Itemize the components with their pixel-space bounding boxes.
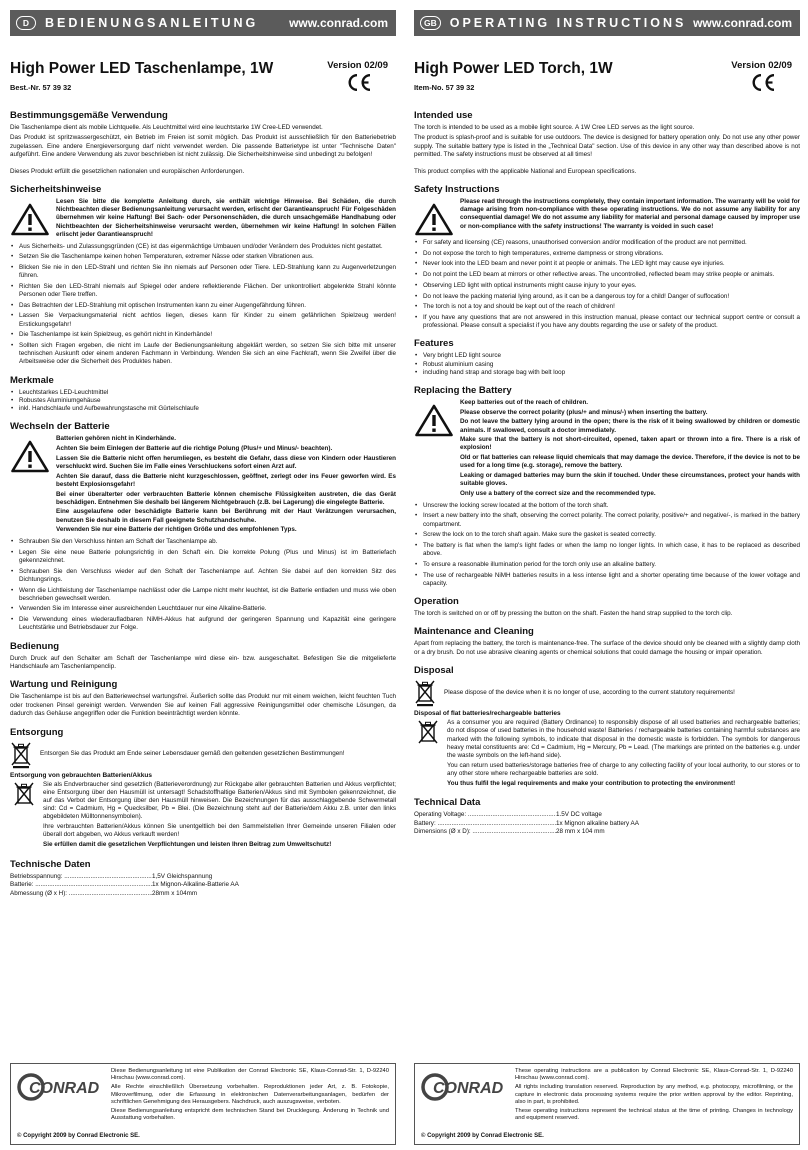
crossed-bin-icon <box>13 781 35 809</box>
battery-steps <box>10 538 396 633</box>
battery-disposal-title: Disposal of flat batteries/rechargeable batteries <box>414 710 561 718</box>
list-item: • Verwenden Sie im Interesse einer ausreichenden Leuchtdauer nur eine Alkaline-Batterie. <box>10 605 396 613</box>
safety-list <box>414 239 800 330</box>
list-item: • Setzen Sie die Taschenlampe keinen hohen Temperaturen, extremer Nässe oder starken Vibrationen aus. <box>10 253 396 261</box>
list-item: • Wenn die Lichtleistung der Taschenlampe nachlässt oder die Lampe nicht mehr leuchtet, ist die Batterie entladen und muss wie oben beschrieben gewechselt werden. <box>10 587 396 603</box>
disposal-title: Entsorgung <box>10 726 64 738</box>
list-item: • including hand strap and storage bag with belt loop <box>414 369 800 377</box>
battery-disposal <box>10 781 396 851</box>
tech-data-title: Technical Data <box>414 797 481 809</box>
battery-warning-text: Do not leave the battery lying around in the open; there is the risk of it being swallowed by children or domestic animals. If swallowed, consult a doctor immediately. <box>460 418 800 434</box>
battery-warning-text: Leaking or damaged batteries may burn the skin if touched. Under these circumstances, protect your hands with suitable gloves. <box>460 472 800 488</box>
spec-row <box>414 828 800 836</box>
list-item: • Lassen Sie Verpackungsmaterial nicht achtlos liegen, dieses kann für Kinder zu einem gefährlichen Spielzeug werden! Erstickungsgefahr! <box>10 312 396 328</box>
list-item: • Leuchtstarkes LED-Leuchtmittel <box>10 389 396 397</box>
spec-row <box>414 811 800 819</box>
spec-value: 28 mm x 104 mm <box>556 828 605 836</box>
battery-disposal-text: You thus fulfil the legal requirements and make your contribution to protecting the environment! <box>447 779 736 787</box>
compliance-text: This product complies with the applicable National and European specifications. <box>414 167 637 175</box>
list-item: • Observing LED light with optical instruments might cause injury to your eyes. <box>414 282 800 290</box>
operation-text: The torch is switched on or off by pressing the button on the shaft. Fasten the hand strap supplied to the torch clip. <box>414 610 733 618</box>
website-link[interactable]: www.conrad.com <box>693 16 792 30</box>
battery-warning-text: Old or flat batteries can release liquid chemicals that may damage the device. Therefore, if the device is not to be used for a long time (e.g. storage), remove the battery. <box>460 454 800 470</box>
battery-warning-text: Make sure that the battery is not short-circuited, opened, taken apart or thrown into a fire. There is a risk of explosion! <box>460 436 800 452</box>
safety-title: Safety Instructions <box>414 184 500 196</box>
list-item: • To ensure a reasonable illumination period for the torch only use an alkaline battery. <box>414 561 800 569</box>
list-item: • Sollten sich Fragen ergeben, die nicht im Laufe der Bedienungsanleitung abgeklärt werden, so setzen Sie sich bitte mit unserer technischen Auskunft oder einem anderen Fachmann in Verbindung. Wenden Sie sich an eine Fachkraft, wenn Sie Zweifel über die Arbeitsweise oder die Sicherheit des Produktes haben. <box>10 342 396 367</box>
product-title: High Power LED Taschenlampe, 1W <box>10 60 274 77</box>
battery-warning-text: Bei einer überalterter oder verbrauchten Batterie können chemische Flüssigkeiten austreten, die das Gerät beschädigen. Entnehmen Sie deshalb bei längerem Nichtgebrauch (z.B. bei Lagerung) die eingelegte Batterie. <box>56 490 396 506</box>
banner-title: BEDIENUNGSANLEITUNG <box>45 16 259 30</box>
list-item: • Die Taschenlampe ist kein Spielzeug, es gehört nicht in Kinderhände! <box>10 331 396 339</box>
maintenance-text: Apart from replacing the battery, the torch is maintenance-free. The surface of the device should only be cleaned with a slightly damp cloth or a dry brush. Do not use abrasive cleaning agents or chemical solutions that could damage the housing or impair operation. <box>414 640 800 656</box>
list-item: • Never look into the LED beam and never point it at people or animals. The LED light may cause eye injuries. <box>414 260 800 268</box>
list-item: • inkl. Handschlaufe und Aufbewahrungstasche mit Gürtelschlaufe <box>10 405 396 413</box>
list-item: • Legen Sie eine neue Batterie polungsrichtig in den Schaft ein. Die korrekte Polung (Plus und Minus) ist im Batteriefach gekennzeichnet. <box>10 549 396 565</box>
battery-disposal-text: Sie erfüllen damit die gesetzlichen Verpflichtungen und leisten Ihren Beitrag zum Umweltschutz! <box>43 841 332 849</box>
list-item: • Richten Sie den LED-Strahl niemals auf Spiegel oder andere reflektierende Flächen. Der unkontrolliert abgelenkte Strahl könnte Personen oder Tiere treffen. <box>10 283 396 299</box>
battery-steps <box>414 502 800 588</box>
list-item: • Robust aluminium casing <box>414 361 800 369</box>
battery-warning-text: Verwenden Sie nur eine Batterie der richtigen Größe und des empfohlenen Typs. <box>56 526 297 534</box>
operation-title: Operation <box>414 596 459 608</box>
language-badge: D <box>16 16 36 30</box>
imprint-text: These operating instructions represent the technical status at the time of printing. Changes in technology and equipment reserved. <box>515 1108 793 1122</box>
battery-title: Wechseln der Batterie <box>10 421 110 433</box>
product-title: High Power LED Torch, 1W <box>414 60 613 77</box>
intended-use-text: The torch is intended to be used as a mobile light source. A 1W Cree LED serves as the light source. <box>414 124 695 131</box>
battery-warning-text: Keep batteries out of the reach of children. <box>460 398 589 406</box>
order-number: Best.-Nr. 57 39 32 <box>10 83 72 92</box>
features-list <box>414 352 800 377</box>
list-item: • The use of rechargeable NiMH batteries results in a less intense light and a shorter operating time because of the lower voltage and capacity. <box>414 572 800 588</box>
disposal-row <box>414 679 800 707</box>
crossed-bin-icon <box>414 679 436 707</box>
list-item: • Blicken Sie nie in den LED-Strahl und richten Sie ihn niemals auf Personen oder Tiere. LED-Strahlung kann zu Augenverletzungen führen. <box>10 264 396 280</box>
list-item: • Screw the lock on to the torch shaft again. Make sure the gasket is seated correctly. <box>414 531 800 539</box>
warning-triangle-icon <box>414 202 454 237</box>
imprint-text: All rights including translation reserved. Reproduction by any method, e.g. photocopy, microfilming, or the capture in electronic data processing systems require the prior written approval by the editor. Reprinting, also in part, is prohibited. <box>515 1084 793 1106</box>
title-row <box>10 60 396 110</box>
item-number: Item-No. 57 39 32 <box>414 83 475 92</box>
operation-text: Durch Druck auf den Schalter am Schaft der Taschenlampe wird diese ein- bzw. ausgeschaltet. Befestigen Sie die mitgelieferte Handschlaufe am Taschenlampenclip. <box>10 654 396 670</box>
safety-warning <box>10 198 396 241</box>
crossed-bin-icon <box>417 719 439 747</box>
imprint-footer <box>414 1063 800 1145</box>
spec-value: 1x Mignon alkaline battery AA <box>556 819 639 827</box>
disposal-title: Disposal <box>414 665 454 677</box>
warning-triangle-icon <box>10 202 50 237</box>
battery-warning-text: Lassen Sie die Batterie nicht offen herumliegen, es besteht die Gefahr, dass diese von Kindern oder Haustieren verschluckt wird. Suchen Sie im Falle eines Verschluckens sofort einen Arzt auf. <box>56 454 396 470</box>
imprint-text: Diese Bedienungsanleitung ist eine Publikation der Conrad Electronic SE, Klaus-Conrad-Str. 1, D-92240 Hirschau (www.conrad.com). <box>111 1068 389 1082</box>
battery-disposal-text: Sie als Endverbraucher sind gesetzlich (Batterieverordnung) zur Rückgabe aller gebrauchten Batterien und Akkus verpflichtet; eine Entsorgung über den Hausmüll ist untersagt! Schadstoffhaltige Batterien/Akkus sind mit Symbolen gekennzeichnet, die auf das Verbot der Entsorgung über den Hausmüll hinweisen. Die Bezeichnungen für das ausschlaggebende Schwermetall sind: Cd = Cadmium, Hg = Quecksilber, Pb = Blei. (Die Bezeichnung steht auf der Batterie/dem Akku z.B. unter den links abgebildeten Mülltonnensymbolen). <box>43 780 396 821</box>
list-item: • Schrauben Sie den Verschluss wieder auf den Schaft der Taschenlampe auf. Achten Sie dabei auf den korrekten Sitz des Dichtungsrings. <box>10 568 396 584</box>
intended-use-text: Die Taschenlampe dient als mobile Lichtquelle. Als Leuchtmittel wird eine leuchtstarke 1W Cree-LED verwendet. <box>10 124 323 131</box>
disposal-text: Please dispose of the device when it is no longer of use, according to the current statutory requirements! <box>444 689 735 697</box>
spec-value: 1,5V Gleichspannung <box>152 872 213 880</box>
copyright: © Copyright 2009 by Conrad Electronic SE. <box>421 1133 544 1139</box>
battery-warning-text: Only use a battery of the correct size and the recommended type. <box>460 490 656 497</box>
spec-row <box>10 890 396 898</box>
version-label: Version 02/09 <box>327 60 388 71</box>
battery-warning-text: Achten Sie beim Einlegen der Batterie auf die richtige Polung (Plus/+ und Minus/- beachten). <box>56 445 333 452</box>
ce-mark-icon <box>750 73 776 92</box>
spec-row <box>10 873 396 881</box>
imprint-text: These operating instructions are a publication by Conrad Electronic SE, Klaus-Conrad-Str. 1, D-92240 Hirschau (www.conrad.com). <box>515 1068 793 1082</box>
header-banner <box>414 10 800 36</box>
spec-row <box>10 881 396 889</box>
battery-disposal <box>414 719 800 789</box>
intended-use-title: Bestimmungsgemäße Verwendung <box>10 110 168 121</box>
features-title: Merkmale <box>10 374 54 386</box>
banner-title: OPERATING INSTRUCTIONS <box>449 16 687 30</box>
battery-warning <box>10 435 396 536</box>
spec-value: 1.5V DC voltage <box>556 811 602 819</box>
copyright: © Copyright 2009 by Conrad Electronic SE. <box>17 1133 140 1139</box>
battery-disposal-text: As a consumer you are required (Battery Ordinance) to responsibly dispose of all used batteries and rechargeable batteries; do not dispose of used batteries in the household waste! Batteries / rechargeable batteries containing harmful substances are marked with the following symbols, to indicate that disposal in the domestic waste is forbidden. The symbols for dangerous heavy metal constituents are: Cd = Cadmium, Hg = Mercury, Pb = Lead. (The markings are printed on the batteries e.g. under the waste symbols on the left-hand side). <box>447 719 800 760</box>
crossed-bin-icon <box>10 741 32 769</box>
list-item: • Very bright LED light source <box>414 352 800 360</box>
version-label: Version 02/09 <box>731 60 792 71</box>
battery-warning-text: Batterien gehören nicht in Kinderhände. <box>56 435 177 443</box>
list-item: • If you have any questions that are not answered in this instruction manual, please contact our technical support centre or consult a professional. Please consult a specialist if you have any doubts regarding the use or safety of the product. <box>414 314 800 330</box>
conrad-logo <box>17 1072 103 1102</box>
safety-list <box>10 243 396 367</box>
german-column <box>10 10 396 1145</box>
safety-title: Sicherheitshinweise <box>10 184 102 196</box>
list-item: • For safety and licensing (CE) reasons, unauthorised conversion and/or modification of the product are not permitted. <box>414 239 800 247</box>
spec-key: Dimensions (Ø x D): ..... <box>414 828 556 836</box>
spec-key: Battery: ..... <box>414 820 556 828</box>
intended-use-title: Intended use <box>414 110 473 121</box>
list-item: • The battery is flat when the lamp's light fades or when the lamp no longer lights. In which case, it has to be replaced as described above. <box>414 542 800 558</box>
conrad-logo <box>421 1072 507 1102</box>
compliance-text: Dieses Produkt erfüllt die gesetzlichen nationalen und europäischen Anforderungen. <box>10 167 245 175</box>
spec-key: Abmessung (Ø x H): ..... <box>10 890 152 898</box>
website-link[interactable]: www.conrad.com <box>289 16 388 30</box>
warning-triangle-icon <box>10 439 50 474</box>
safety-warning-text: Please read through the instructions completely, they contain important information. The warranty will be void for damage arising from non-compliance with these operating instructions. We do not assume any liability for any consequential damage! We do not assume any liability for material and personal damage caused by improper use or non-compliance with the safety instructions! The warranty is voided in such case! <box>460 198 800 230</box>
features-title: Features <box>414 338 454 350</box>
maintenance-text: Die Taschenlampe ist bis auf den Batteriewechsel wartungsfrei. Äußerlich sollte das Produkt nur mit einem weichen, leicht feuchten Tuch oder trockenen Pinsel gereinigt werden. Verwenden Sie auf keinen Fall aggressive Reinigungsmittel oder chemische Lösungen, da dadurch das Gehäuse angegriffen oder die Funktion beeinträchtigt werden könnte. <box>10 693 396 718</box>
list-item: • Unscrew the locking screw located at the bottom of the torch shaft. <box>414 502 800 510</box>
list-item: • Das Betrachten der LED-Strahlung mit optischen Instrumenten kann zu einer Augengefährdung führen. <box>10 302 396 310</box>
list-item: • Insert a new battery into the shaft, observing the correct polarity. The correct polarity, positive/+ and negative/-, is marked in the battery compartment. <box>414 512 800 528</box>
battery-title: Replacing the Battery <box>414 384 512 396</box>
list-item: • Do not leave the packing material lying around, as it can be a dangerous toy for a child! Danger of suffocation! <box>414 293 800 301</box>
language-badge: GB <box>420 16 441 30</box>
safety-warning <box>414 198 800 237</box>
header-banner <box>10 10 396 36</box>
disposal-row <box>10 741 396 769</box>
list-item: • Do not point the LED beam at mirrors or other reflective areas. The uncontrolled, reflected beam may strike people or animals. <box>414 271 800 279</box>
safety-warning-text: Lesen Sie bitte die komplette Anleitung durch, sie enthält wichtige Hinweise. Bei Schäden, die durch Nichtbeachten dieser Bedienungsanleitung verursacht werden, erlischt der Garantieanspruch! Für Folgeschäden übernehmen wir keine Haftung! Bei Sach- oder Personenschäden, die durch unsachgemäße Handhabung oder Nichtbeachten der Sicherheitshinweise verursacht werden, übernehmen wir keine Haftung! In solchen Fällen erlischt jeder Garantieanspruch! <box>56 198 396 238</box>
list-item: • The torch is not a toy and should be kept out of the reach of children! <box>414 303 800 311</box>
disposal-text: Entsorgen Sie das Produkt am Ende seiner Lebensdauer gemäß den geltenden gesetzlichen Bestimmungen! <box>40 750 345 758</box>
imprint-text: Alle Rechte einschließlich Übersetzung vorbehalten. Reproduktionen jeder Art, z. B. Fotokopie, Mikroverfilmung, oder die Erfassung in elektronischen Datenverarbeitungsanlagen, bedürfen der schriftlichen Genehmigung des Herausgebers. Nachdruck, auch auszugsweise, verboten. <box>111 1084 389 1106</box>
list-item: • Schrauben Sie den Verschluss hinten am Schaft der Taschenlampe ab. <box>10 538 396 546</box>
list-item: • Aus Sicherheits- und Zulassungsgründen (CE) ist das eigenmächtige Umbauen und/oder Verändern des Produktes nicht gestattet. <box>10 243 396 251</box>
ce-mark-icon <box>346 73 372 92</box>
spec-key: Batterie: ..... <box>10 881 152 889</box>
operation-title: Bedienung <box>10 640 60 652</box>
spec-key: Operating Voltage: ..... <box>414 811 556 819</box>
spec-key: Betriebsspannung: ..... <box>10 873 152 881</box>
maintenance-title: Wartung und Reinigung <box>10 679 118 691</box>
list-item: • Do not expose the torch to high temperatures, extreme dampness or strong vibrations. <box>414 250 800 258</box>
intended-use-text: The product is splash-proof and is suitable for use outdoors. The device is designed for battery operation only. Do not use any other power supply. The suitable battery type is listed in the „Technical Data" section. Use of this device in any other way than described above is not permitted. The safety instructions must be observed at all times! <box>414 134 800 159</box>
battery-disposal-title: Entsorgung von gebrauchten Batterien/Akkus <box>10 771 152 779</box>
imprint-footer <box>10 1063 396 1145</box>
battery-warning-text: Please observe the correct polarity (plus/+ and minus/-) when inserting the battery. <box>460 408 708 416</box>
spec-value: 28mm x 104mm <box>152 889 198 897</box>
logo-text: CONRAD <box>433 1080 504 1097</box>
imprint-text: Diese Bedienungsanleitung entspricht dem technischen Stand bei Drucklegung. Änderung in Technik und Ausstattung vorbehalten. <box>111 1108 389 1122</box>
features-list <box>10 389 396 414</box>
list-item: • Robustes Aluminiumgehäuse <box>10 397 396 405</box>
logo-text: CONRAD <box>29 1080 100 1097</box>
battery-disposal-text: You can return used batteries/storage batteries free of charge to any collecting facility of your local authority, to our stores or to any other store where rechargeable batteries are sold. <box>447 761 800 777</box>
spec-value: 1x Mignon-Alkaline-Batterie AA <box>152 881 239 889</box>
battery-disposal-text: Ihre verbrauchten Batterien/Akkus können Sie unentgeltlich bei den Sammelstellen Ihrer Gemeinde unseren Filialen oder überall dort abgeben, wo Akkus verkauft werden! <box>43 823 396 839</box>
intended-use-text: Das Produkt ist spritzwassergeschützt, ein Betrieb im Freien ist somit möglich. Das Produkt ist ausschließlich für den Batteriebetrieb zugelassen. Eine andere Energieversorgung darf nicht verwendet werden. Die passende Batterietype ist unter "Technische Daten" aufgeführt. Eine andere Verwendung als zuvor beschrieben ist nicht zulässig. Die Sicherheitshinweise sind unbedingt zu befolgen! <box>10 134 396 159</box>
maintenance-title: Maintenance and Cleaning <box>414 626 534 638</box>
spec-row <box>414 820 800 828</box>
list-item: • Die Verwendung eines wiederaufladbaren NiMH-Akkus hat aufgrund der geringeren Spannung und Kapazität eine geringere Leuchtstärke und Betriebsdauer zur Folge. <box>10 616 396 632</box>
tech-data-title: Technische Daten <box>10 858 91 870</box>
battery-warning-text: Achten Sie darauf, dass die Batterie nicht kurzgeschlossen, geöffnet, zerlegt oder ins Feuer geworfen wird. Es besteht Explosionsgefahr! <box>56 472 396 488</box>
warning-triangle-icon <box>414 403 454 438</box>
english-column <box>414 10 800 1145</box>
battery-warning-text: Eine ausgelaufene oder beschädigte Batterie kann bei Berührung mit der Haut Verätzungen verursachen, benutzen Sie deshalb in diesem Fall geeignete Schutzhandschuhe. <box>56 508 396 524</box>
title-row <box>414 60 800 110</box>
battery-warning <box>414 399 800 500</box>
